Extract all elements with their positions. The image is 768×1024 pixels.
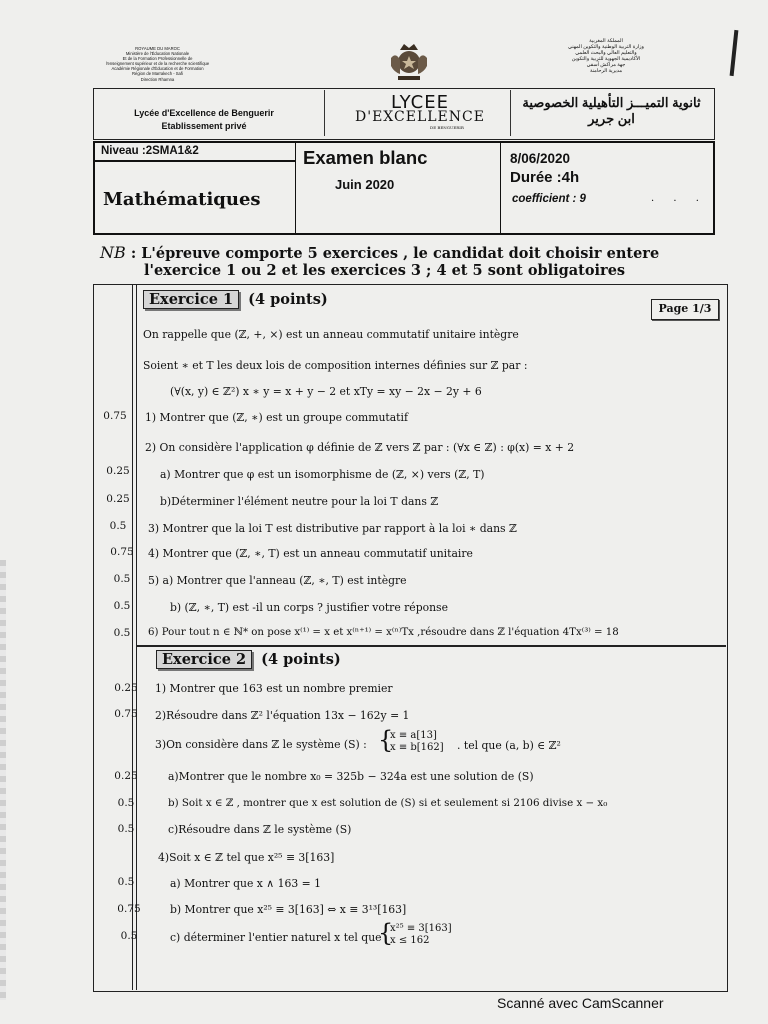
exam-duration: Durée :4h xyxy=(510,169,580,186)
question-text: 2)Résoudre dans ℤ² l'équation 13x − 162y = 1 xyxy=(155,709,410,722)
points-value: 0.5 xyxy=(117,797,135,809)
system-eq: x ≡ b[162] xyxy=(390,742,444,753)
exam-info-box xyxy=(93,141,715,235)
exercise-2-title xyxy=(156,651,341,668)
points-value: 0.5 xyxy=(113,573,131,585)
question-text: b) Montrer que x²⁵ ≡ 3[163] ⇔ x ≡ 3¹³[163] xyxy=(170,903,407,916)
exam-coefficient: coefficient : 9 xyxy=(512,193,586,205)
royal-crest-icon xyxy=(386,38,432,84)
question-text: b) (ℤ, ∗, T) est -il un corps ? justifier votre réponse xyxy=(170,601,448,614)
school-logo xyxy=(324,90,511,136)
exam-title: Examen blanc xyxy=(303,147,428,168)
dot-marks: · · · xyxy=(651,196,707,207)
points-value: 0.5 xyxy=(117,876,135,888)
points-value: 0.25 xyxy=(106,493,130,505)
exercise-separator xyxy=(136,645,726,647)
exam-cell xyxy=(295,143,501,233)
points-value: 0.75 xyxy=(103,410,127,422)
exercise-1-label: Exercice 1 xyxy=(143,290,239,309)
question-text: 1) Montrer que 163 est un nombre premier xyxy=(155,682,393,695)
exercise-1-points: (4 points) xyxy=(248,291,328,308)
system-final xyxy=(390,923,452,947)
system-brace: { xyxy=(378,919,394,947)
question-text: 4) Montrer que (ℤ, ∗, T) est un anneau commutatif unitaire xyxy=(148,547,473,560)
question-text: 3) Montrer que la loi T est distributive par rapport à la loi ∗ dans ℤ xyxy=(148,522,517,535)
date-cell xyxy=(500,143,713,233)
points-value: 0.25 xyxy=(114,682,138,694)
school-name-fr xyxy=(94,107,314,133)
question-text: a) Montrer que φ est un isomorphisme de (ℤ, ×) vers (ℤ, T) xyxy=(160,468,485,481)
points-value: 0.25 xyxy=(106,465,130,477)
ministry-line: Ministère de l'Éducation Nationale xyxy=(125,51,190,57)
ministry-line: Direction Rhamna xyxy=(140,76,175,82)
question-text: 2) On considère l'application φ définie de ℤ vers ℤ par : (∀x ∈ ℤ) : φ(x) = x + 2 xyxy=(145,441,575,454)
school-name-ar-line: ثانوية التميـــز التأهيلية الخصوصية xyxy=(522,95,701,110)
question-text: c)Résoudre dans ℤ le système (S) xyxy=(168,823,352,836)
ministry-line: ROYAUME DU MAROC xyxy=(135,46,180,51)
ministry-line-ar: وزارة التربية الوطنية والتكوين المهني xyxy=(568,44,644,50)
logo-line2: D'EXCELLENCE xyxy=(355,109,485,125)
ministry-line: Et de la Formation Professionnelle de xyxy=(122,56,193,62)
question-text: b) Soit x ∈ ℤ , montrer que x est solution de (S) si et seulement si 2106 divise x − x₀ xyxy=(168,797,608,809)
points-value: 0.5 xyxy=(113,600,131,612)
nb-note xyxy=(100,244,700,279)
nb-line2: l'exercice 1 ou 2 et les exercices 3 ; 4 et 5 sont obligatoires xyxy=(144,262,626,279)
points-value: 0.5 xyxy=(113,627,131,639)
exam-session: Juin 2020 xyxy=(335,177,395,192)
exercise-1-formula: (∀(x, y) ∈ ℤ²) x ∗ y = x + y − 2 et xTy = xy − 2x − 2y + 6 xyxy=(170,385,482,398)
subject: Mathématiques xyxy=(103,189,261,210)
question-text: b)Déterminer l'élément neutre pour la loi T dans ℤ xyxy=(160,495,439,508)
question-text: c) déterminer l'entier naturel x tel que xyxy=(170,931,382,944)
level-subject-cell xyxy=(95,143,296,233)
ministry-line-ar: الأكاديمية الجهوية للتربية والتكوين xyxy=(571,56,641,62)
system-brace: { xyxy=(378,726,394,754)
ministry-header-ar xyxy=(558,38,654,74)
binding-edge xyxy=(0,560,6,1000)
question-text: 6) Pour tout n ∈ ℕ* on pose x⁽¹⁾ = x et x⁽ⁿ⁺¹⁾ = x⁽ⁿ⁾Tx ,résoudre dans ℤ l'équation 4Tx⁽³⁾ = 18 xyxy=(148,627,619,638)
points-value: 0.25 xyxy=(114,770,138,782)
exercise-2-label: Exercice 2 xyxy=(156,650,252,669)
points-value: 0.5 xyxy=(117,823,135,835)
nb-line1: : L'épreuve comporte 5 exercices , le candidat doit choisir entere xyxy=(130,245,660,262)
ministry-line-ar: مديرية الرحامنة xyxy=(589,68,623,74)
school-city-ar: ابن جرير xyxy=(588,111,635,126)
exam-date: 8/06/2020 xyxy=(510,151,571,166)
question-text: 3)On considère dans ℤ le système (S) : xyxy=(155,738,367,751)
question-text: 4)Soit x ∈ ℤ tel que x²⁵ ≡ 3[163] xyxy=(158,851,335,864)
exercise-1-title xyxy=(143,291,328,308)
school-type: Etablissement privé xyxy=(161,121,247,131)
system-eq: x ≤ 162 xyxy=(390,935,430,946)
school-name-line: Lycée d'Excellence de Benguerir xyxy=(134,108,274,118)
exercise-1-intro: On rappelle que (ℤ, +, ×) est un anneau commutatif unitaire intègre xyxy=(143,328,519,341)
question-text: a)Montrer que le nombre x₀ = 325b − 324a est une solution de (S) xyxy=(168,770,534,783)
school-banner xyxy=(93,88,715,140)
ministry-line: Académie Régionale d'Éducation et de Formation xyxy=(111,66,204,72)
level: Niveau :2SMA1&2 xyxy=(101,145,199,157)
ministry-line-ar: المملكة المغربية xyxy=(589,38,623,44)
scanner-watermark: Scanné avec CamScanner xyxy=(497,995,664,1011)
points-value: 0.75 xyxy=(110,546,134,558)
ministry-line-ar: جهة مراكش آسفي xyxy=(586,62,626,68)
ministry-line: l'enseignement supérieur et de la recherche scientifique xyxy=(105,61,210,67)
points-value: 0.75 xyxy=(114,708,138,720)
ministry-line: Région de Marrakech - Safi xyxy=(132,71,183,77)
exercise-1-intro: Soient ∗ et T les deux lois de composition internes définies sur ℤ par : xyxy=(143,359,528,372)
logo-sub: DE BENGUERIR xyxy=(430,125,464,130)
page-number: Page 1/3 xyxy=(651,299,719,320)
system-s xyxy=(390,730,444,754)
nb-label: NB xyxy=(100,243,126,262)
system-eq: x²⁵ ≡ 3[163] xyxy=(390,923,452,934)
points-value: 0.5 xyxy=(120,930,138,942)
exercise-2-points: (4 points) xyxy=(261,651,341,668)
system-eq: x ≡ a[13] xyxy=(390,730,437,741)
divider xyxy=(95,160,295,162)
points-value: 0.5 xyxy=(109,520,127,532)
points-value: 0.75 xyxy=(117,903,141,915)
system-condition: . tel que (a, b) ∈ ℤ² xyxy=(457,739,561,752)
ministry-header-fr xyxy=(105,46,210,82)
school-name-ar xyxy=(514,95,709,127)
logo-line1: LYCEE xyxy=(391,92,449,113)
pen-mark xyxy=(730,30,739,76)
question-text: 1) Montrer que (ℤ, ∗) est un groupe commutatif xyxy=(145,411,408,424)
ministry-line-ar: والتعليم العالي والبحث العلمي xyxy=(575,50,637,56)
question-text: 5) a) Montrer que l'anneau (ℤ, ∗, T) est intègre xyxy=(148,574,407,587)
question-text: a) Montrer que x ∧ 163 = 1 xyxy=(170,877,322,890)
